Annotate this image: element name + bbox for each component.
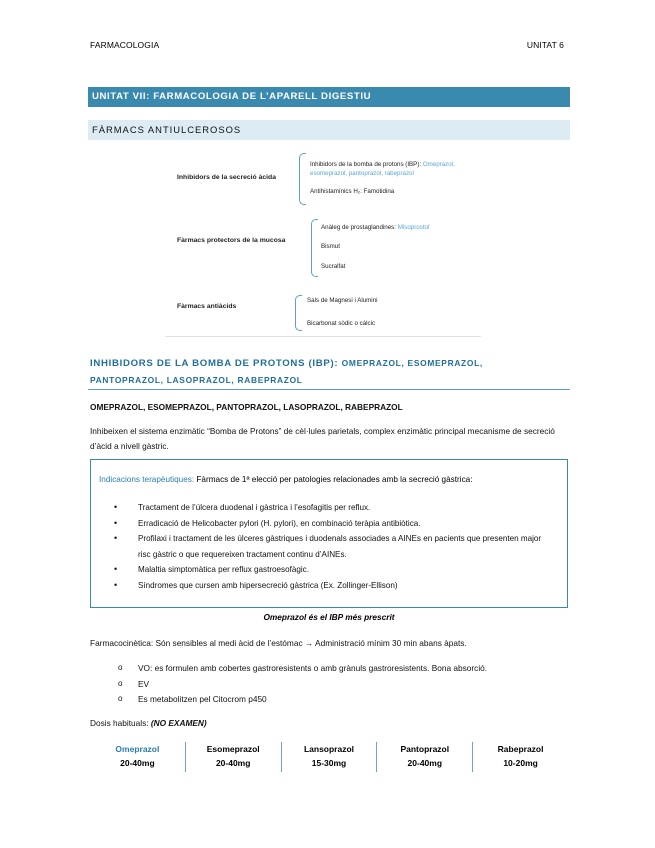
dose-value: 10-20mg [503,758,538,768]
ibp-heading-rule [88,389,570,390]
indications-list [114,500,554,593]
list-item: • Malaltia simptomàtica per reflux gastroesofàgic. [114,562,554,578]
diagram-brace-2 [311,219,318,277]
dose-drug-name: Rabeprazol [497,744,544,754]
header-course-title: FARMACOLOGIA [90,40,160,50]
doses-table [90,742,568,772]
dose-column [473,742,568,772]
dose-column [90,742,186,772]
dose-column [282,742,378,772]
diagram-item-ibp: Inhibidors de la bomba de protons (IBP): Omeprazol, esomeprazol, pantoprazol, rabeprazol [310,161,455,177]
indications-title: Indicacions terapèutiques: Fàrmacs de 1ª elecció per patologies relacionades amb la secreció gàstrica: [99,475,473,484]
list-item: o EV [112,677,562,693]
doses-label: Dosis habituals: (NO EXAMEN) [90,718,207,728]
dose-value: 15-30mg [311,758,347,768]
pharmacokinetics-text: Farmacocinètica: Són sensibles al medi àcid de l’estómac → Administració mínim 30 min abans àpats. [90,638,467,648]
dose-column [377,742,473,772]
dose-drug-name: Lansoprazol [303,744,355,754]
pharmacokinetics-list [112,661,562,708]
dose-drug-name: Esomeprazol [206,744,260,754]
diagram-bottom-rule [165,336,481,337]
diagram-brace-1 [299,153,306,205]
unit-banner: UNITAT VII: FARMACOLOGIA DE L’APARELL DIGESTIU [88,87,570,107]
diagram-item-antihistamines: Antihistamínics H₂: Famotidina [310,188,395,195]
mechanism-text: Inhibeixen el sistema enzimàtic “Bomba de Protons” de cèl·lules parietals, complex enzimàtic principal mecanisme de secreció d’àcid a nivell gàstric. [90,426,555,451]
list-item: • Síndromes que cursen amb hipersecreció gàstrica (Ex. Zollinger-Ellison) [114,578,554,594]
diagram-item-prostaglandin-analog: Anàleg de prostaglandines: Misoprostol [321,224,430,231]
dose-drug-name: Omeprazol [115,744,160,754]
section-title: FÀRMACS ANTIULCEROSOS [88,120,570,140]
list-item: • Erradicació de Helicobacter pylori (H. pylori), en combinació teràpia antibiòtica. [114,516,554,532]
diagram-category-antacids: Fàrmacs antiàcids [177,303,237,310]
diagram-item-bismuth: Bismut [321,243,340,250]
dose-value: 20-40mg [120,758,155,768]
dose-value: 20-40mg [407,758,443,768]
diagram-category-mucosa-protectors: Fàrmacs protectors de la mucosa [177,237,286,244]
list-item: o VO: es formulen amb cobertes gastroresistents o amb grànuls gastroresistents. Bona absorció. [112,661,562,677]
diagram-category-acid-secretion-inhibitors: Inhibidors de la secreció àcida [177,174,276,181]
dose-column [186,742,282,772]
ibp-heading: INHIBIDORS DE LA BOMBA DE PROTONS (IBP): OMEPRAZOL, ESOMEPRAZOL, PANTOPRAZOL, LASOPRAZOL, RABEPRAZOL [90,358,483,385]
header-unit-label: UNITAT 6 [526,40,564,50]
dose-value: 20-40mg [215,758,251,768]
list-item: o Es metabolitzen pel Citocrom p450 [112,692,562,708]
list-item: • Profilaxi i tractament de les úlceres gàstriques i duodenals associades a AINEs en pacients que presenten major risc gàstric o que requereixen tractament continu d’AINEs. [114,531,554,562]
diagram-item-bicarbonate: Bicarbonat sòdic o càlcic [307,320,376,327]
drug-classification-diagram [165,143,481,338]
diagram-item-mg-al-salts: Sals de Magnesi i Alumini [307,297,378,304]
ibp-caption: Omeprazol és el IBP més prescrit [263,612,395,622]
list-item: • Tractament de l’úlcera duodenal i gàstrica i l’esofagitis per reflux. [114,500,554,516]
dose-drug-name: Pantoprazol [400,744,450,754]
diagram-item-sucralfate: Sucralfat [321,263,346,270]
diagram-brace-3 [295,295,302,331]
drug-list: OMEPRAZOL, ESOMEPRAZOL, PANTOPRAZOL, LASOPRAZOL, RABEPRAZOL [90,402,403,412]
